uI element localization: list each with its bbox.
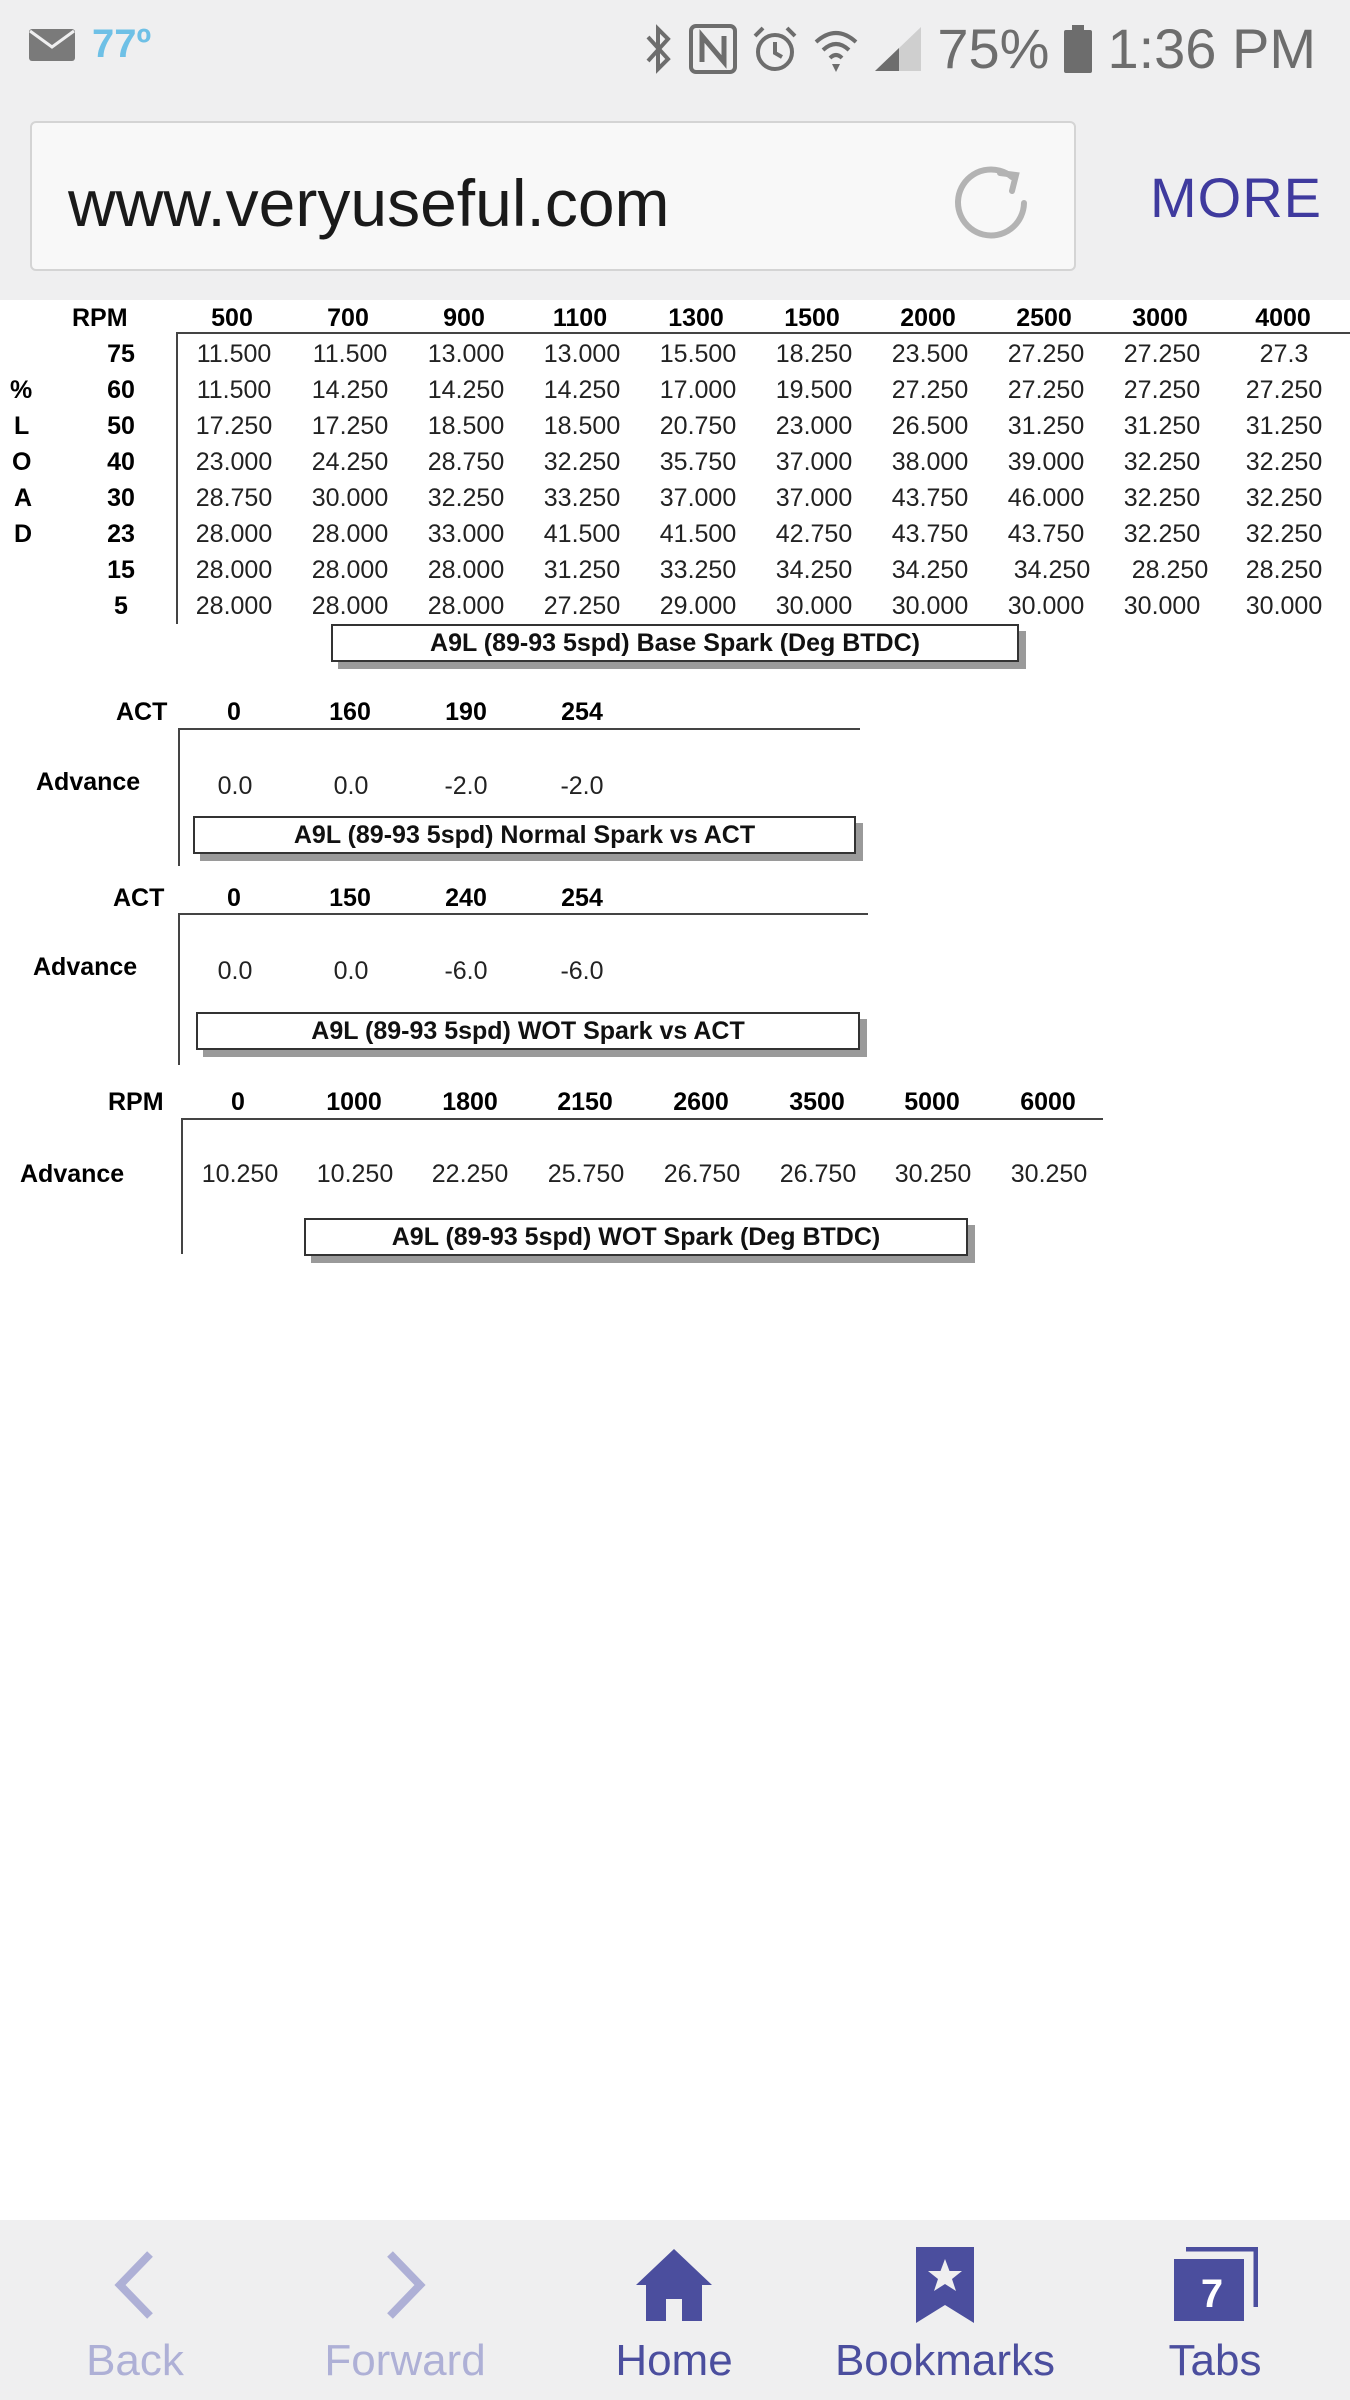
load-row-label: 15 xyxy=(107,556,135,584)
spark-cell: 14.250 xyxy=(543,376,621,404)
rpm-header-cell: 2150 xyxy=(557,1088,613,1116)
spark-cell: 28.000 xyxy=(311,556,389,584)
spark-cell: 46.000 xyxy=(1007,484,1085,512)
act-header-label: ACT xyxy=(116,698,168,726)
spark-cell: 34.250 xyxy=(775,556,853,584)
spark-cell: 27.250 xyxy=(1245,376,1323,404)
bookmark-star-icon xyxy=(914,2240,976,2330)
browser-toolbar xyxy=(0,95,1350,300)
advance-row-label: Advance xyxy=(20,1160,125,1188)
spark-cell: 31.250 xyxy=(1245,412,1323,440)
spark-cell: 34.250 xyxy=(891,556,969,584)
rpm-header-cell: 1800 xyxy=(442,1088,498,1116)
advance-cell: 25.750 xyxy=(547,1160,625,1188)
advance-row-label: Advance xyxy=(36,768,141,796)
table-rule xyxy=(181,1118,183,1254)
spark-cell: 27.250 xyxy=(1007,376,1085,404)
advance-cell: -2.0 xyxy=(560,772,604,800)
spark-cell: 43.750 xyxy=(891,484,969,512)
spark-cell: 26.500 xyxy=(891,412,969,440)
tabs-button[interactable] xyxy=(1145,2220,1285,2400)
table-rule xyxy=(178,913,868,915)
rpm-header-cell: 1300 xyxy=(668,304,724,332)
spark-cell: 18.500 xyxy=(427,412,505,440)
spark-cell: 27.250 xyxy=(543,592,621,620)
table-rule xyxy=(176,332,178,624)
spark-cell: 30.000 xyxy=(311,484,389,512)
rpm-header-cell: 700 xyxy=(327,304,369,332)
spark-cell: 27.250 xyxy=(1123,340,1201,368)
clock-time: 1:36 PM xyxy=(1107,17,1316,80)
rpm-header-cell: 3000 xyxy=(1132,304,1188,332)
spark-cell: 27.3 xyxy=(1259,340,1309,368)
act-header-cell: 254 xyxy=(561,698,603,726)
spark-cell: 33.250 xyxy=(659,556,737,584)
spark-cell: 27.250 xyxy=(891,376,969,404)
wifi-icon xyxy=(813,24,859,74)
spark-cell: 34.250 xyxy=(1013,556,1091,584)
advance-cell: 0.0 xyxy=(333,772,369,800)
spark-cell: 11.500 xyxy=(196,376,272,404)
advance-cell: -2.0 xyxy=(444,772,488,800)
spark-cell: 14.250 xyxy=(427,376,505,404)
spark-cell: 11.500 xyxy=(312,340,388,368)
load-row-label: 5 xyxy=(114,592,128,620)
spark-cell: 31.250 xyxy=(1007,412,1085,440)
spark-cell: 43.750 xyxy=(891,520,969,548)
spark-cell: 28.250 xyxy=(1245,556,1323,584)
bookmarks-label: Bookmarks xyxy=(834,2336,1056,2385)
spark-cell: 28.250 xyxy=(1131,556,1209,584)
spark-cell: 32.250 xyxy=(1245,484,1323,512)
spark-cell: 17.250 xyxy=(311,412,389,440)
act-header-cell: 240 xyxy=(445,884,487,912)
advance-cell: -6.0 xyxy=(560,957,604,985)
spark-cell: 28.000 xyxy=(195,520,273,548)
spark-cell: 33.250 xyxy=(543,484,621,512)
act-header-cell: 150 xyxy=(329,884,371,912)
spark-cell: 37.000 xyxy=(775,484,853,512)
act-header-cell: 0 xyxy=(227,698,241,726)
advance-cell: 10.250 xyxy=(316,1160,394,1188)
mail-icon xyxy=(28,28,76,62)
act-header-label: ACT xyxy=(113,884,165,912)
spark-cell: 13.000 xyxy=(427,340,505,368)
tabs-icon xyxy=(1172,2240,1258,2330)
spark-cell: 32.250 xyxy=(1245,448,1323,476)
spark-cell: 28.000 xyxy=(311,592,389,620)
spark-cell: 28.000 xyxy=(311,520,389,548)
load-row-label: 75 xyxy=(107,340,135,368)
bluetooth-icon xyxy=(641,23,675,75)
forward-button[interactable] xyxy=(315,2220,495,2400)
spark-cell: 39.000 xyxy=(1007,448,1085,476)
page-content xyxy=(0,300,1350,2220)
back-button[interactable] xyxy=(60,2220,210,2400)
spark-cell: 24.250 xyxy=(311,448,389,476)
table-rule xyxy=(176,332,1350,334)
load-row-label: 23 xyxy=(107,520,135,548)
home-label: Home xyxy=(615,2336,733,2385)
table-rule xyxy=(178,913,180,1065)
table-caption: A9L (89-93 5spd) WOT Spark (Deg BTDC) xyxy=(304,1218,968,1256)
load-row-label: 50 xyxy=(107,412,135,440)
spark-cell: 32.250 xyxy=(1123,520,1201,548)
load-row-label: 30 xyxy=(107,484,135,512)
bookmarks-button[interactable] xyxy=(828,2220,1062,2400)
advance-cell: -6.0 xyxy=(444,957,488,985)
spark-cell: 28.000 xyxy=(427,592,505,620)
reload-icon[interactable] xyxy=(950,161,1034,250)
rpm-header-cell: 900 xyxy=(443,304,485,332)
spark-cell: 33.000 xyxy=(427,520,505,548)
rpm-header-cell: 5000 xyxy=(904,1088,960,1116)
spark-cell: 32.250 xyxy=(1123,484,1201,512)
alarm-icon xyxy=(751,24,799,74)
rpm-header-cell: 2600 xyxy=(673,1088,729,1116)
spark-cell: 18.500 xyxy=(543,412,621,440)
load-side-label: L xyxy=(14,412,30,440)
rpm-header-cell: 1100 xyxy=(552,304,608,332)
advance-cell: 0.0 xyxy=(333,957,369,985)
rpm-header-cell: 1000 xyxy=(326,1088,382,1116)
load-side-label: D xyxy=(14,520,33,548)
load-side-label: % xyxy=(10,376,33,404)
spark-cell: 30.000 xyxy=(1007,592,1085,620)
load-row-label: 40 xyxy=(107,448,135,476)
spark-cell: 31.250 xyxy=(1123,412,1201,440)
chevron-right-icon xyxy=(380,2240,430,2330)
rpm-header-cell: 2500 xyxy=(1016,304,1072,332)
spark-cell: 20.750 xyxy=(659,412,737,440)
advance-cell: 26.750 xyxy=(663,1160,741,1188)
spark-cell: 17.000 xyxy=(659,376,737,404)
spark-cell: 27.250 xyxy=(1007,340,1085,368)
load-side-label: A xyxy=(14,484,33,512)
more-button[interactable]: MORE xyxy=(1150,166,1322,229)
spark-cell: 28.000 xyxy=(195,592,273,620)
tabs-label: Tabs xyxy=(1168,2336,1262,2385)
battery-percent: 75% xyxy=(937,17,1050,80)
spark-cell: 28.000 xyxy=(195,556,273,584)
spark-cell: 41.500 xyxy=(659,520,737,548)
spark-cell: 30.000 xyxy=(775,592,853,620)
spark-cell: 28.750 xyxy=(427,448,505,476)
spark-cell: 31.250 xyxy=(543,556,621,584)
table-rule xyxy=(178,728,180,866)
spark-cell: 17.250 xyxy=(195,412,273,440)
spark-cell: 28.750 xyxy=(195,484,273,512)
advance-cell: 0.0 xyxy=(217,772,253,800)
advance-cell: 30.250 xyxy=(894,1160,972,1188)
spark-cell: 32.250 xyxy=(1245,520,1323,548)
spark-cell: 38.000 xyxy=(891,448,969,476)
table-caption: A9L (89-93 5spd) WOT Spark vs ACT xyxy=(196,1012,860,1050)
rpm-header-cell: 1500 xyxy=(784,304,840,332)
rpm-header-cell: 3500 xyxy=(789,1088,845,1116)
rpm-header-cell: 4000 xyxy=(1255,304,1311,332)
spark-cell: 27.250 xyxy=(1123,376,1201,404)
advance-cell: 22.250 xyxy=(431,1160,509,1188)
spark-cell: 18.250 xyxy=(775,340,853,368)
table-rule xyxy=(178,728,860,730)
spark-cell: 15.500 xyxy=(659,340,737,368)
spark-cell: 13.000 xyxy=(543,340,621,368)
advance-cell: 30.250 xyxy=(1010,1160,1088,1188)
rpm-header-label: RPM xyxy=(108,1088,164,1116)
url-field[interactable] xyxy=(30,121,1076,271)
signal-icon xyxy=(873,25,923,73)
act-header-cell: 0 xyxy=(227,884,241,912)
spark-cell: 32.250 xyxy=(427,484,505,512)
spark-cell: 35.750 xyxy=(659,448,737,476)
rpm-header-cell: 6000 xyxy=(1020,1088,1076,1116)
spark-cell: 19.500 xyxy=(775,376,853,404)
spark-cell: 41.500 xyxy=(543,520,621,548)
rpm-corner-label: RPM xyxy=(72,304,128,332)
battery-icon xyxy=(1063,24,1093,74)
act-header-cell: 190 xyxy=(445,698,487,726)
advance-cell: 10.250 xyxy=(201,1160,279,1188)
spark-cell: 11.500 xyxy=(196,340,272,368)
spark-cell: 32.250 xyxy=(543,448,621,476)
spark-cell: 28.000 xyxy=(427,556,505,584)
tab-count: 7 xyxy=(1200,2272,1224,2316)
spark-cell: 37.000 xyxy=(775,448,853,476)
spark-cell: 14.250 xyxy=(311,376,389,404)
url-text[interactable]: www.veryuseful.com xyxy=(68,166,670,240)
spark-cell: 37.000 xyxy=(659,484,737,512)
spark-cell: 23.500 xyxy=(891,340,969,368)
home-icon xyxy=(634,2240,714,2330)
chevron-left-icon xyxy=(110,2240,160,2330)
home-button[interactable] xyxy=(594,2220,754,2400)
rpm-header-cell: 2000 xyxy=(900,304,956,332)
spark-cell: 30.000 xyxy=(1245,592,1323,620)
advance-cell: 0.0 xyxy=(217,957,253,985)
status-bar xyxy=(0,0,1350,95)
spark-cell: 29.000 xyxy=(659,592,737,620)
load-side-label: O xyxy=(12,448,32,476)
act-header-cell: 254 xyxy=(561,884,603,912)
spark-cell: 30.000 xyxy=(891,592,969,620)
nfc-icon xyxy=(689,24,737,74)
advance-row-label: Advance xyxy=(33,953,138,981)
rpm-header-cell: 500 xyxy=(211,304,253,332)
spark-cell: 23.000 xyxy=(195,448,273,476)
forward-label: Forward xyxy=(324,2336,486,2385)
spark-cell: 30.000 xyxy=(1123,592,1201,620)
spark-cell: 43.750 xyxy=(1007,520,1085,548)
spark-cell: 32.250 xyxy=(1123,448,1201,476)
back-label: Back xyxy=(86,2336,184,2385)
table-caption: A9L (89-93 5spd) Base Spark (Deg BTDC) xyxy=(331,624,1019,662)
load-row-label: 60 xyxy=(107,376,135,404)
table-rule xyxy=(181,1118,1103,1120)
weather-temperature: 77º xyxy=(92,22,152,66)
spark-cell: 42.750 xyxy=(775,520,853,548)
advance-cell: 26.750 xyxy=(779,1160,857,1188)
act-header-cell: 160 xyxy=(329,698,371,726)
table-caption: A9L (89-93 5spd) Normal Spark vs ACT xyxy=(193,816,856,854)
spark-cell: 23.000 xyxy=(775,412,853,440)
bottom-navigation xyxy=(0,2220,1350,2400)
rpm-header-cell: 0 xyxy=(231,1088,245,1116)
